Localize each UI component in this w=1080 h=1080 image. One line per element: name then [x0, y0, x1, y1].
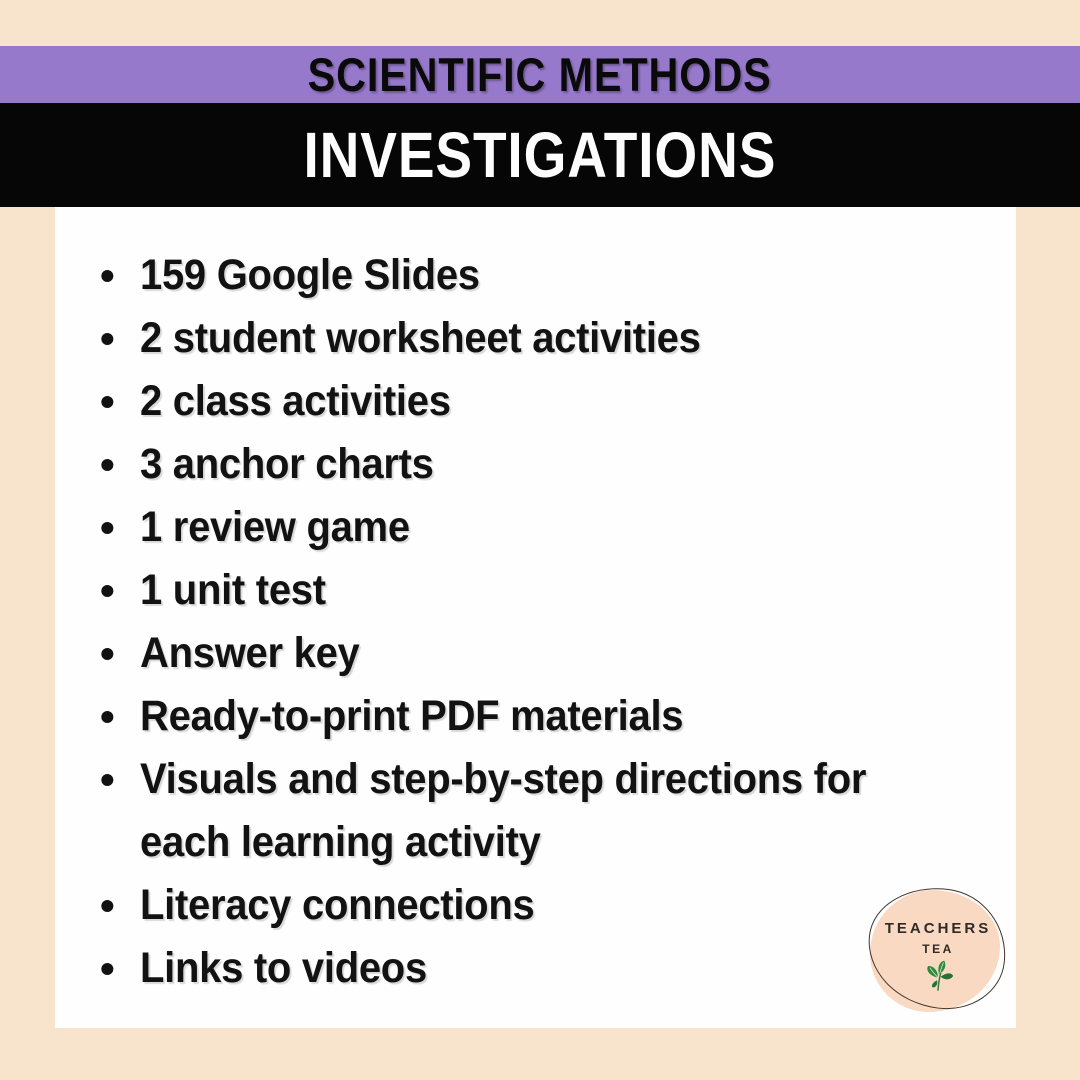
bullet-marker: •	[100, 503, 115, 551]
bullet-marker: •	[100, 440, 115, 488]
logo-brand-name: TEACHERS	[884, 920, 992, 937]
bullet-marker: •	[100, 692, 115, 740]
list-item-text: 1 review game	[140, 503, 410, 551]
list-item	[100, 622, 1016, 685]
title-banner-text: INVESTIGATIONS	[303, 119, 777, 191]
bullet-marker: •	[100, 944, 115, 992]
bullet-marker: •	[100, 755, 115, 803]
bullet-marker: •	[100, 251, 115, 299]
list-item-text: Ready-to-print PDF materials	[140, 692, 684, 740]
list-item	[100, 748, 1016, 811]
list-item-text: Answer key	[140, 629, 360, 677]
list-item	[100, 685, 1016, 748]
list-item-text: each learning activity	[140, 818, 541, 866]
list-item-text: Links to videos	[140, 944, 427, 992]
list-item-text: 1 unit test	[140, 566, 326, 614]
list-item	[100, 433, 1016, 496]
list-item-text: 159 Google Slides	[140, 251, 480, 299]
title-banner	[0, 103, 1080, 207]
list-item	[100, 811, 1016, 874]
list-item-text: Visuals and step-by-step directions for	[140, 755, 867, 803]
bullet-marker: •	[100, 314, 115, 362]
bullet-marker: •	[100, 377, 115, 425]
subject-banner-text: SCIENTIFIC METHODS	[308, 48, 772, 101]
list-item	[100, 496, 1016, 559]
list-item-text: 2 student worksheet activities	[140, 314, 701, 362]
bullet-marker: •	[100, 881, 115, 929]
features-card	[55, 207, 1016, 1028]
subject-banner	[0, 46, 1080, 103]
list-item	[100, 370, 1016, 433]
list-item	[100, 559, 1016, 622]
bullet-marker: •	[100, 566, 115, 614]
list-item-text: Literacy connections	[140, 881, 535, 929]
teachers-tea-logo	[868, 888, 1008, 1014]
list-item-text: 2 class activities	[140, 377, 451, 425]
leaf-sprig-icon	[920, 958, 956, 992]
list-item-text: 3 anchor charts	[140, 440, 434, 488]
list-item	[100, 244, 1016, 307]
bullet-marker: •	[100, 629, 115, 677]
logo-content	[868, 888, 1008, 1014]
logo-brand-sub: TEA	[922, 942, 954, 956]
features-list	[55, 207, 1016, 1000]
list-item	[100, 307, 1016, 370]
